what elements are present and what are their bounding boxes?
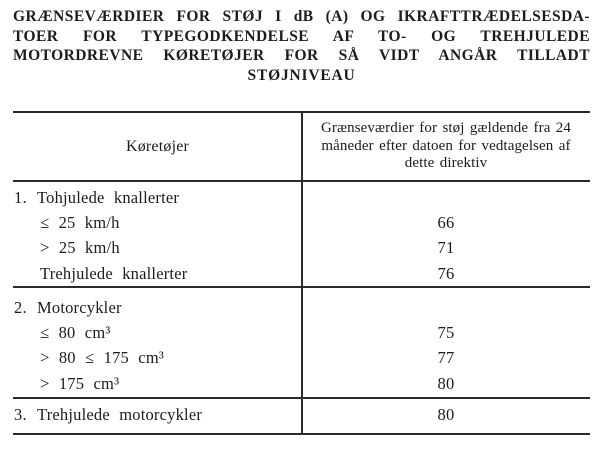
column-header-limits: Grænseværdier for støj gældende fra 24 måneder efter datoen for vedtagelsen af dette direktiv bbox=[321, 120, 571, 172]
noise-limits-table bbox=[13, 111, 590, 435]
section-number: 3. bbox=[14, 405, 27, 424]
row-label: Trehjulede knallerter bbox=[40, 263, 188, 283]
section-heading: Trehjulede motorcykler bbox=[37, 405, 203, 424]
section-heading: Motorcykler bbox=[37, 298, 122, 317]
page-title-line-2: TOER FOR TYPEGODKENDELSE AF TO- OG TREHJULEDE bbox=[13, 27, 590, 45]
row-label: > 25 km/h bbox=[40, 238, 120, 257]
section-number: 1. bbox=[14, 188, 27, 207]
row-label: ≤ 80 cm³ bbox=[40, 322, 111, 342]
row-value: 71 bbox=[437, 238, 455, 257]
section-heading: Tohjulede knallerter bbox=[37, 188, 180, 207]
column-header-vehicles: Køretøjer bbox=[125, 137, 190, 155]
row-value: 80 bbox=[437, 405, 455, 424]
section-number: 2. bbox=[14, 298, 27, 317]
page-title-line-1: GRÆNSEVÆRDIER FOR STØJ I dB (A) OG IKRAFTTRÆDELSESDA- bbox=[13, 8, 590, 25]
section-heading-value bbox=[302, 187, 590, 210]
row-label: ≤ 25 km/h bbox=[40, 212, 120, 232]
page-title-line-4: STØJNIVEAU bbox=[247, 66, 356, 84]
row-label: > 80 ≤ 175 cm³ bbox=[40, 348, 165, 367]
row-value: 76 bbox=[437, 263, 455, 283]
page-title bbox=[13, 7, 590, 85]
section-heading-value bbox=[302, 297, 590, 320]
page-title-line-3: MOTORDREVNE KØRETØJER FOR SÅ VIDT ANGÅR TILLADT bbox=[13, 47, 590, 64]
column-divider-rule bbox=[301, 113, 303, 433]
row-label: > 175 cm³ bbox=[40, 373, 120, 393]
row-value: 80 bbox=[437, 373, 455, 393]
row-value: 75 bbox=[437, 322, 455, 342]
row-value: 66 bbox=[437, 212, 455, 232]
row-value: 77 bbox=[437, 348, 455, 367]
